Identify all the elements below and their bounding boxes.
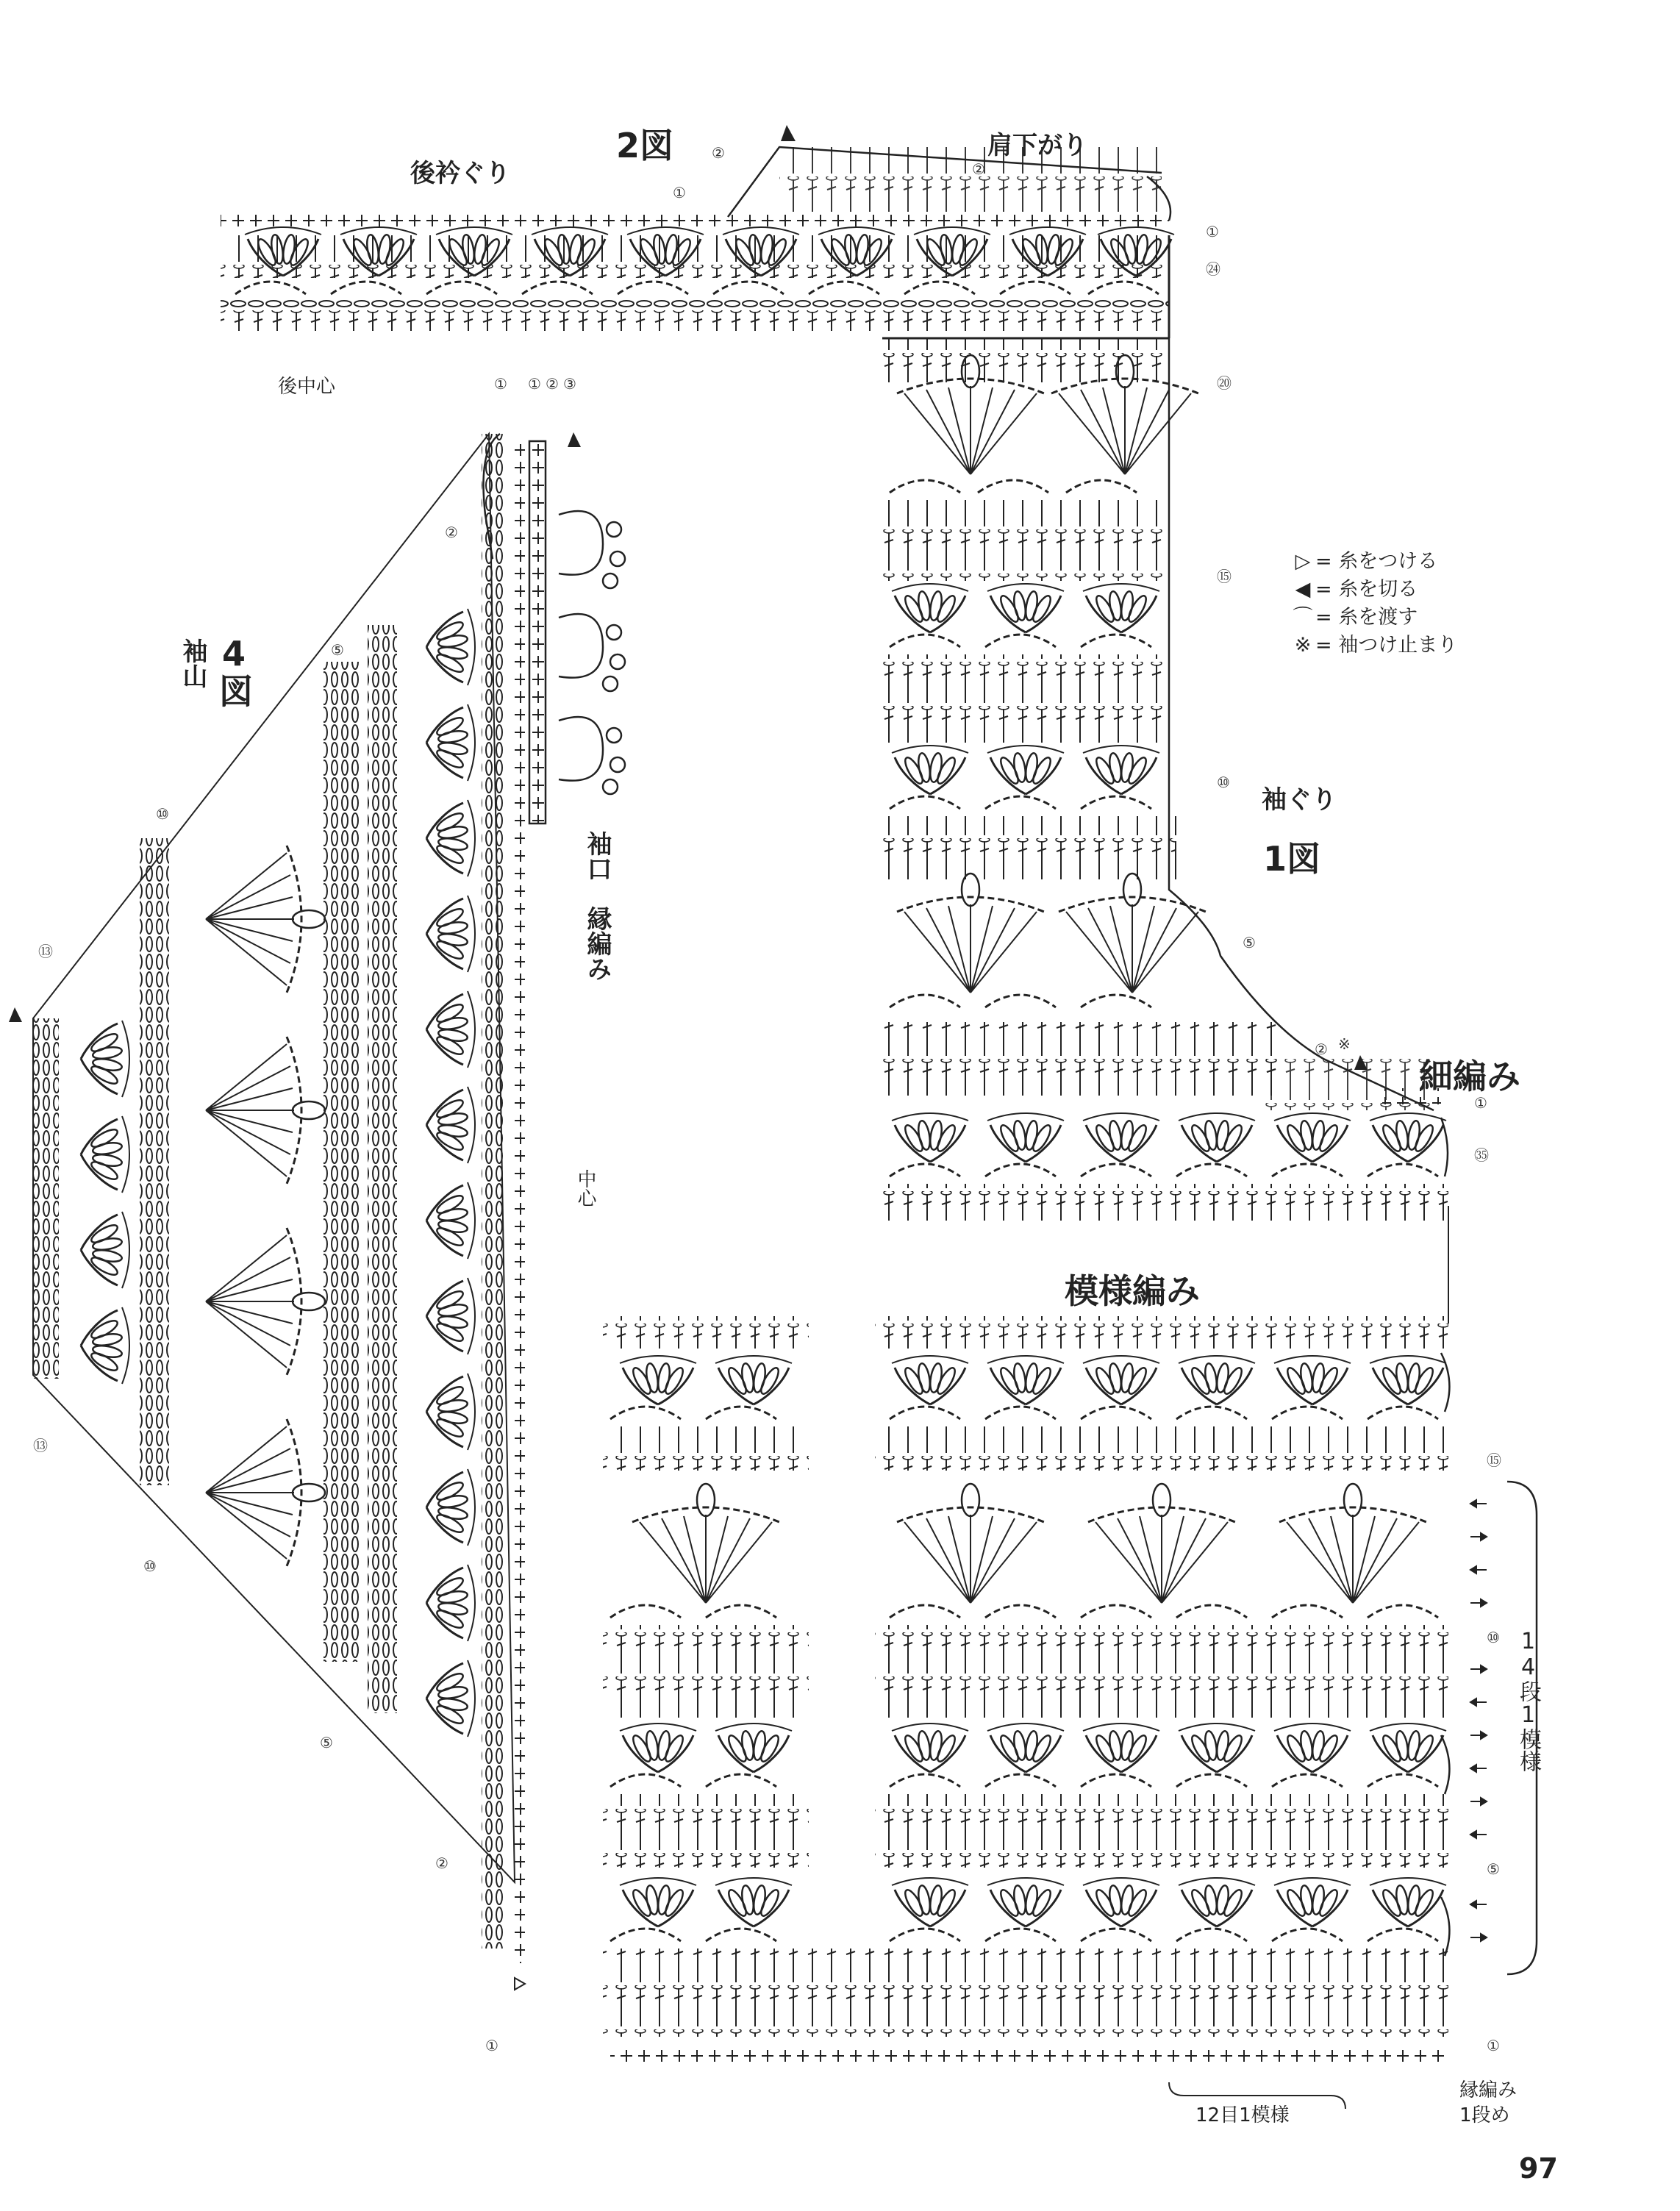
back-center-label: 後中心 [278, 376, 336, 398]
row-marker: ⑳ [1217, 374, 1232, 392]
row-marker: ② [435, 1854, 448, 1872]
row-marker: ① [1487, 2037, 1500, 2054]
cuff-edging [529, 441, 625, 824]
sleeve-cap-label: 袖山 [178, 638, 207, 688]
legend-row [1290, 548, 1457, 576]
row-marker: ② [1315, 1040, 1328, 1058]
center-label: 中心 [574, 1169, 596, 1207]
row-marker: ⑩ [1217, 774, 1230, 791]
edging-row1b-label: 1段め [1459, 2104, 1510, 2126]
repeat-rows-label: 14段1模様 [1515, 1629, 1541, 1772]
armhole-label: 袖ぐり [1262, 785, 1337, 815]
carry-yarn-icon: ⌒ [1293, 606, 1313, 629]
fig4-sleeve-cap [29, 434, 525, 1963]
row-marker: ㉟ [1474, 1146, 1489, 1164]
page-number: 97 [1519, 2152, 1558, 2185]
row-marker: ② [546, 375, 559, 393]
cut-yarn-icon: ◀ [1295, 578, 1311, 601]
legend-row [1290, 632, 1457, 660]
row-marker: ① [1474, 1094, 1487, 1112]
row-marker: ⑤ [331, 641, 344, 659]
row-marker: ⑮ [1487, 1451, 1501, 1469]
row-marker: ② [445, 524, 458, 541]
shoulder-slope-label: 肩下がり [987, 131, 1087, 160]
row-marker: ① [528, 375, 541, 393]
legend-row [1290, 576, 1457, 604]
edging-row1-label: 縁編み [1459, 2079, 1518, 2101]
fig1-title: 1図 [1263, 839, 1321, 879]
legend-row [1290, 604, 1457, 632]
row-marker: ⑩ [143, 1557, 157, 1575]
back-neckline-label: 後衿ぐり [410, 159, 510, 188]
row-marker: ① [494, 375, 507, 393]
row-marker: ① [485, 2037, 498, 2054]
pattern-stitch-block [603, 1316, 1537, 2109]
row-marker: ⑬ [38, 943, 53, 960]
fig1-front-body [882, 338, 1448, 1324]
cuff-edging-label: 袖口 縁編み [582, 831, 612, 981]
row-marker: ⑤ [1243, 934, 1256, 951]
symbol-legend [1290, 548, 1457, 660]
single-crochet-label: 細編み [1419, 1057, 1520, 1096]
fig2-title: 2図 [616, 126, 674, 165]
asterisk-icon: ※ [1294, 634, 1312, 657]
row-arrows [1470, 1500, 1487, 1941]
row-marker: ⑩ [1487, 1629, 1500, 1646]
row-marker: ① [1206, 223, 1219, 240]
row-marker: ⑩ [156, 805, 169, 823]
row-marker: ⑮ [1217, 568, 1232, 585]
row-marker: ③ [563, 375, 576, 393]
row-marker: ⑤ [320, 1734, 333, 1751]
legend-text: = 糸を渡す [1315, 606, 1418, 629]
legend-text: = 糸をつける [1315, 550, 1438, 573]
row-marker: ⑤ [1487, 1860, 1500, 1878]
row-marker: ㉔ [1206, 260, 1220, 278]
legend-text: = 袖つけ止まり [1315, 634, 1458, 657]
fig4-title: 4図 [214, 634, 254, 707]
repeat-sts-label: 12目1模様 [1195, 2104, 1290, 2126]
row-marker: ① [673, 184, 686, 201]
row-marker: ⑬ [33, 1437, 48, 1454]
legend-text: = 糸を切る [1315, 578, 1418, 601]
asterisk-marker: ※ [1338, 1035, 1351, 1053]
row-marker: ② [712, 144, 725, 162]
fig2-back-yoke [221, 147, 1174, 338]
row-marker: ② [972, 160, 985, 178]
attach-yarn-icon: ▷ [1295, 550, 1311, 573]
pattern-stitch-label: 模様編み [1065, 1271, 1200, 1311]
